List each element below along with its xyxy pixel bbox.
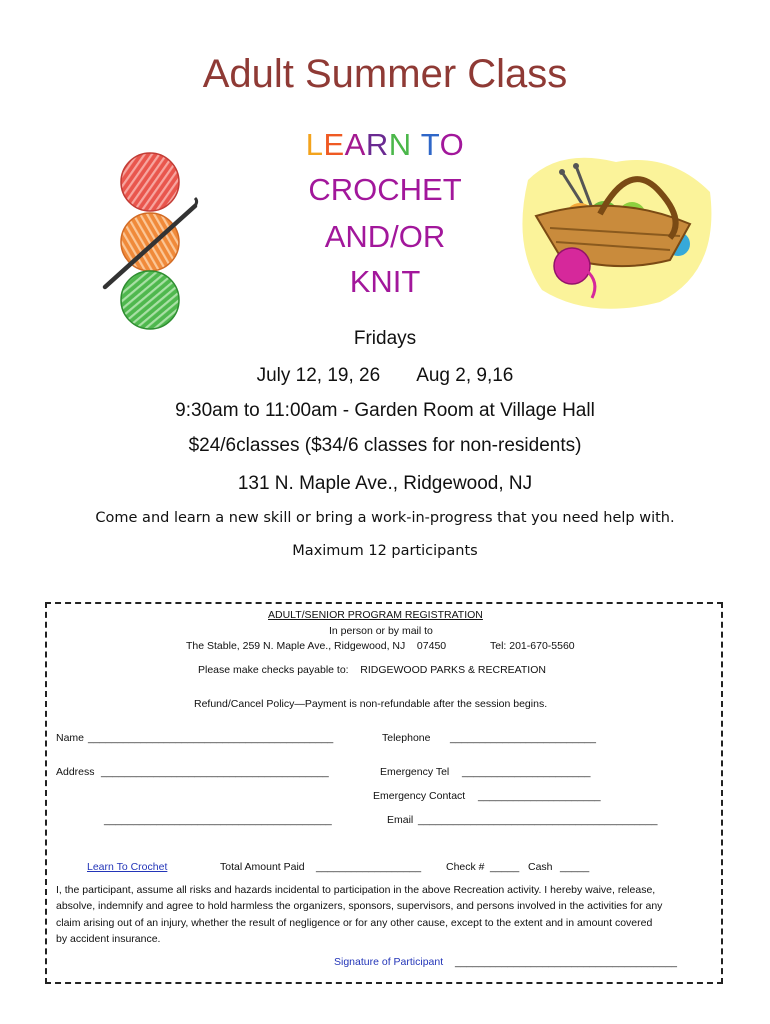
checks-payable: Please make checks payable to: RIDGEWOOD PARKS & RECREATION <box>198 664 546 676</box>
crochet-heading: CROCHET <box>308 172 462 207</box>
email-field[interactable]: _________________________________________ <box>418 814 658 826</box>
time-location: 9:30am to 11:00am - Garden Room at Village Hall <box>175 400 595 421</box>
address-label: Address <box>56 766 95 778</box>
program-name-link[interactable]: Learn To Crochet <box>87 861 168 873</box>
total-paid-label: Total Amount Paid <box>220 861 305 873</box>
telephone-label: Telephone <box>382 732 431 744</box>
office-telephone: Tel: 201-670-5560 <box>490 640 575 652</box>
max-participants: Maximum 12 participants <box>292 543 478 559</box>
learn-to-letter: E <box>323 127 345 162</box>
signature-field[interactable]: ______________________________________ <box>455 956 677 968</box>
address-field[interactable]: _______________________________________ <box>101 766 329 778</box>
check-number-label: Check # <box>446 861 485 873</box>
name-label: Name <box>56 732 85 744</box>
emergency-contact-label: Emergency Contact <box>373 790 466 802</box>
learn-to-letter: R <box>365 127 389 162</box>
name-field[interactable]: __________________________________________ <box>88 732 334 744</box>
class-address: 131 N. Maple Ave., Ridgewood, NJ <box>237 473 533 494</box>
telephone-field[interactable]: _________________________ <box>450 732 596 744</box>
total-paid-field[interactable]: __________________ <box>316 861 422 873</box>
learn-to-letter: L <box>305 127 324 162</box>
cash-field[interactable]: _____ <box>560 861 590 873</box>
class-day: Fridays <box>353 328 417 349</box>
knit-heading: KNIT <box>349 264 421 299</box>
stable-address: The Stable, 259 N. Maple Ave., Ridgewood, NJ 07450 <box>186 640 447 652</box>
waiver-line-3: claim arising out of an injury, whether the result of negligence or for any other cause, except to the extent and in amount covered <box>56 917 653 929</box>
learn-to-letter: A <box>344 127 366 162</box>
invitation-text: Come and learn a new skill or bring a work-in-progress that you need help with. <box>95 510 675 526</box>
august-dates: Aug 2, 9,16 <box>416 365 514 386</box>
waiver-line-2: absolve, indemnify and agree to hold harmless the organizers, sponsors, supervisors, and persons involved in the activities for any <box>56 900 663 912</box>
emergency-tel-label: Emergency Tel <box>380 766 450 778</box>
cash-label: Cash <box>528 861 553 873</box>
mail-line: In person or by mail to <box>329 625 433 637</box>
yarn-balls-image <box>95 150 205 330</box>
class-dates <box>0 365 770 387</box>
address-line-2-field[interactable]: _______________________________________ <box>104 814 332 826</box>
refund-policy: Refund/Cancel Policy—Payment is non-refundable after the session begins. <box>194 698 548 710</box>
and-or-heading: AND/OR <box>324 219 446 254</box>
price: $24/6classes ($34/6 classes for non-residents) <box>188 435 582 456</box>
signature-label: Signature of Participant <box>334 956 444 968</box>
learn-to-letter: T <box>420 127 440 162</box>
waiver-line-4: by accident insurance. <box>56 933 161 945</box>
waiver-line-1: I, the participant, assume all risks and hazards incidental to participation in the above Recreation activity. I hereby waive, release, <box>56 884 656 896</box>
learn-to-letter <box>412 127 421 162</box>
check-number-field[interactable]: _____ <box>490 861 520 873</box>
learn-to-letter: O <box>439 127 465 162</box>
flyer-title: Adult Summer Class <box>202 52 568 96</box>
registration-heading: ADULT/SENIOR PROGRAM REGISTRATION <box>268 609 483 621</box>
knitting-basket-image <box>520 152 720 314</box>
learn-to-letter: N <box>388 127 412 162</box>
email-label: Email <box>387 814 414 826</box>
july-dates: July 12, 19, 26 <box>256 365 381 386</box>
emergency-tel-field[interactable]: ______________________ <box>462 766 591 778</box>
emergency-contact-field[interactable]: _____________________ <box>478 790 601 802</box>
